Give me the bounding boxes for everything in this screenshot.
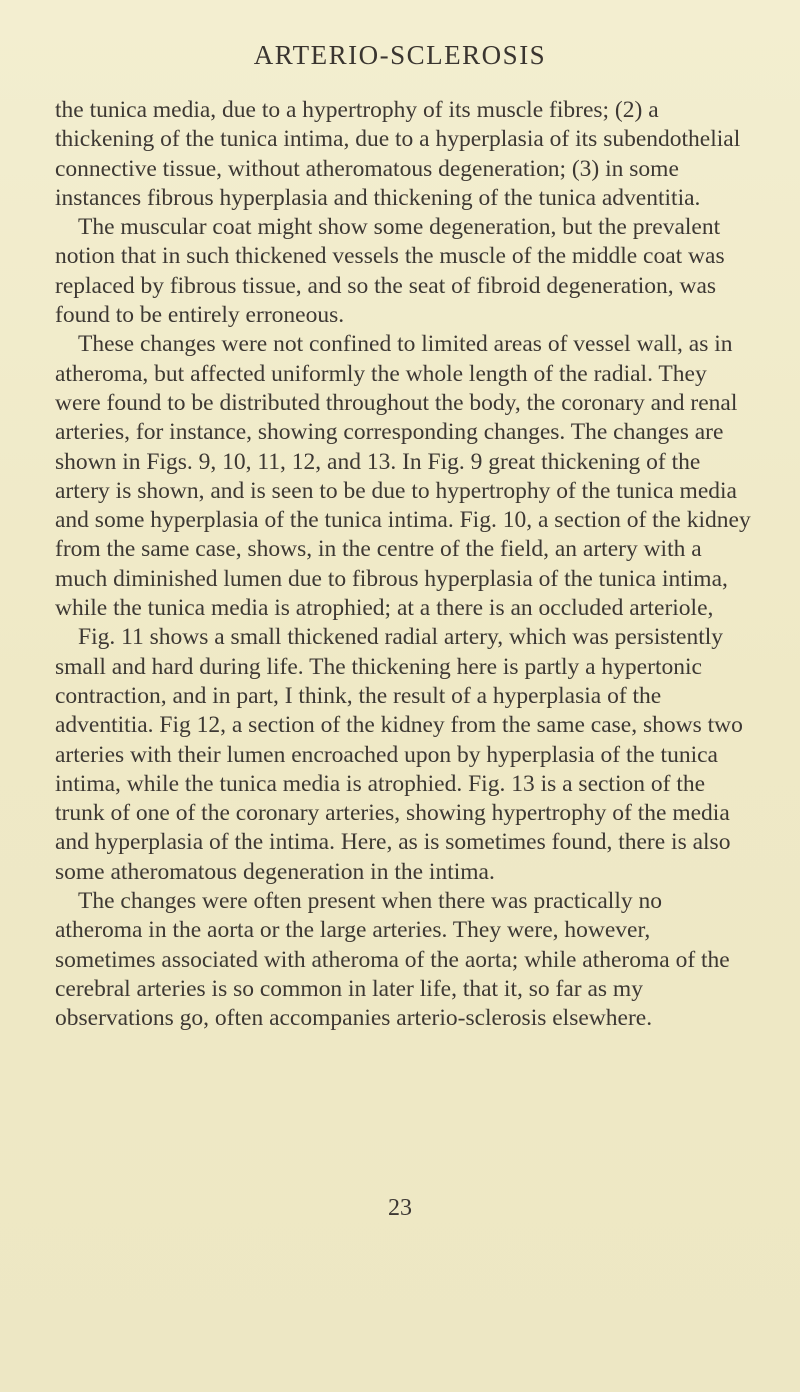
running-title: ARTERIO-SCLEROSIS	[253, 40, 547, 70]
paragraph-2: The muscular coat might show some degeneration, but the prevalent notion that in such thickened vessels the muscle of the middle coat was replaced by fibrous tissue, and so the seat of fibroid degeneration, was found to be entirely erroneous.	[55, 214, 725, 329]
paragraph-4: Fig. 11 shows a small thickened radial artery, which was persistently small and hard during life. The thickening here is partly a hypertonic contraction, and in part, I think, the result of a hyperplasia of the adventitia. Fig 12, a section of the kidney from the same case, shows two arteries with their lumen encroached upon by hyperplasia of the tunica intima, while the tunica media is atrophied. Fig. 13 is a section of the trunk of one of the coronary arteries, showing hypertrophy of the media and hyperplasia of the intima. Here, as is sometimes found, there is also some atheromatous degeneration in the intima.	[55, 624, 743, 885]
paragraph-1: the tunica media, due to a hypertrophy of its muscle fibres; (2) a thickening of the tunica intima, due to a hyperplasia of its subendothelial connective tissue, without atheromatous degeneration; (3) in some instances fibrous hyperplasia and thickening of the tunica adventitia.	[55, 97, 741, 211]
page-number: 23	[388, 1195, 412, 1221]
body-text	[55, 96, 755, 1034]
paragraph-5: The changes were often present when there was practically no atheroma in the aorta or the large arteries. They were, however, sometimes associated with atheroma of the aorta; while atheroma of the cerebral arteries is so common in later life, that it, so far as my observations go, often accompanies arterio-sclerosis elsewhere.	[55, 888, 730, 1032]
paragraph-3: These changes were not confined to limited areas of vessel wall, as in atheroma, but affected uniformly the whole length of the radial. They were found to be distributed throughout the body, the coronary and renal arteries, for instance, showing corresponding changes. The changes are shown in Figs. 9, 10, 11, 12, and 13. In Fig. 9 great thickening of the artery is shown, and is seen to be due to hypertrophy of the tunica media and some hyperplasia of the tunica intima. Fig. 10, a section of the kidney from the same case, shows, in the centre of the field, an artery with a much diminished lumen due to fibrous hyperplasia of the tunica intima, while the tunica media is atrophied; at a there is an occluded arteriole,	[55, 331, 751, 622]
